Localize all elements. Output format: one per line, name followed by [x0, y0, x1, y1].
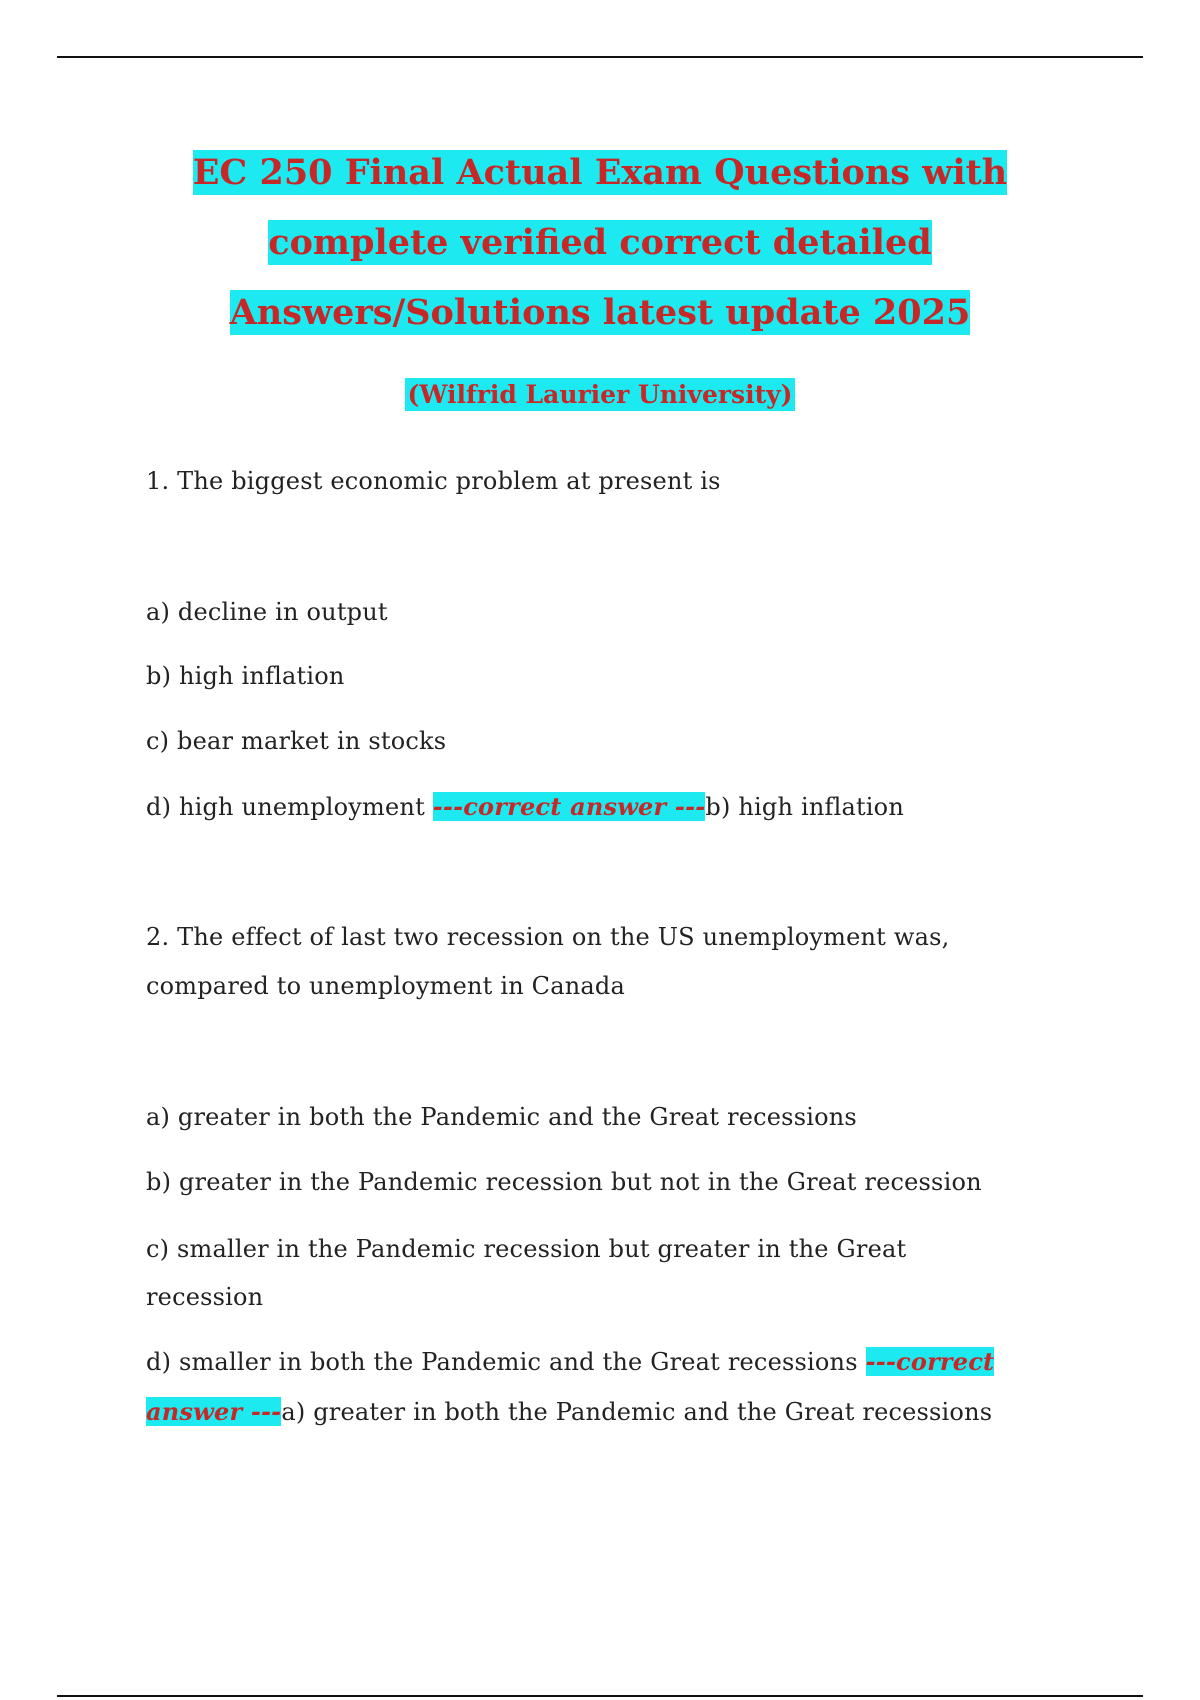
question-2-option-a: a) greater in both the Pandemic and the Great recessions: [146, 1103, 857, 1131]
question-2-option-d-line: [146, 1338, 1066, 1386]
header-rule: [57, 56, 1143, 58]
question-2-answer-line: [146, 1388, 1066, 1436]
title-line-1: EC 250 Final Actual Exam Questions with: [192, 152, 1008, 193]
title-line-2: complete verified correct detailed: [268, 222, 932, 263]
question-1-prompt: 1. The biggest economic problem at present is: [146, 467, 721, 495]
question-2-option-c-cont: recession: [146, 1283, 264, 1311]
question-2-answer-marker-part-2: answer ---: [146, 1397, 282, 1426]
question-1-answer-marker: ---correct answer ---: [432, 792, 706, 821]
question-1-option-d: d) high unemployment: [146, 793, 425, 821]
question-2-option-c: c) smaller in the Pandemic recession but greater in the Great: [146, 1235, 907, 1263]
question-2-prompt-line-1: 2. The effect of last two recession on the US unemployment was,: [146, 923, 950, 951]
question-1-answer: b) high inflation: [705, 793, 904, 821]
question-1-option-b: b) high inflation: [146, 662, 345, 690]
subtitle-text: (Wilfrid Laurier University): [407, 380, 793, 409]
question-1-option-c: c) bear market in stocks: [146, 727, 447, 755]
footer-rule: [57, 1695, 1143, 1697]
document-title: [0, 138, 1200, 348]
title-line-3: Answers/Solutions latest update 2025: [229, 292, 971, 333]
question-2-option-b: b) greater in the Pandemic recession but not in the Great recession: [146, 1168, 982, 1196]
question-2-prompt-line-2: compared to unemployment in Canada: [146, 972, 625, 1000]
question-2-option-d: d) smaller in both the Pandemic and the Great recessions: [146, 1348, 858, 1376]
question-2-answer: a) greater in both the Pandemic and the Great recessions: [281, 1398, 993, 1426]
question-2-answer-marker-part-1: ---correct: [865, 1347, 995, 1376]
university-subtitle: [0, 380, 1200, 409]
question-1-option-a: a) decline in output: [146, 598, 388, 626]
question-1-option-d-line: [146, 783, 1066, 831]
